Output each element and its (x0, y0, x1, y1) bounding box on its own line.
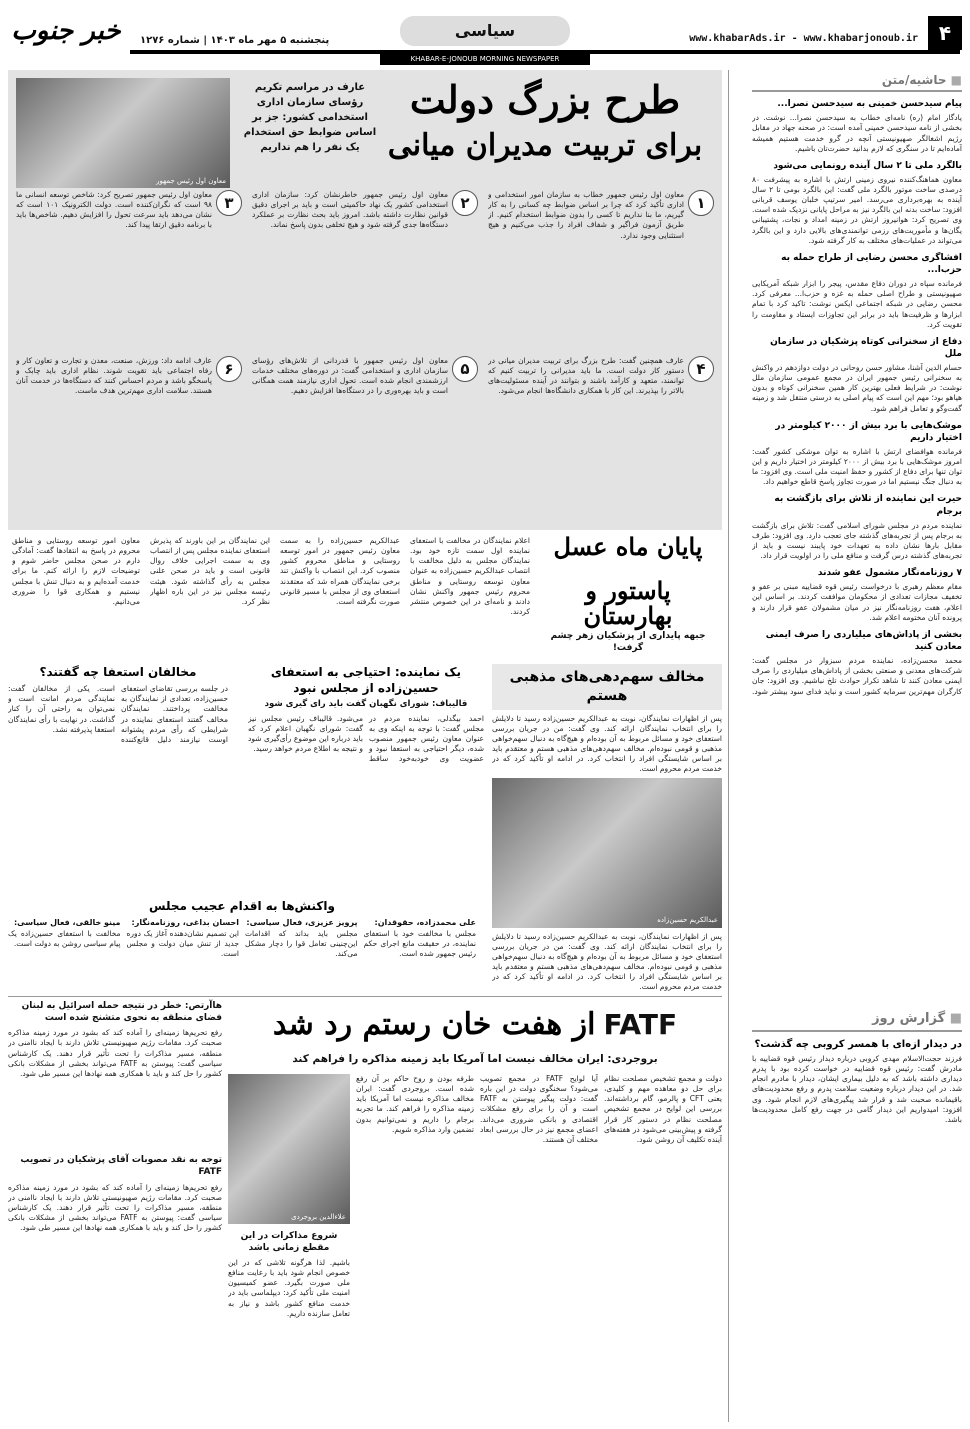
reaction-text: مخالفت با استعفای حسین‌زاده یک پیام سیاسی روشن به دولت است. (8, 928, 121, 949)
opposed-body-bottom: پس از اظهارات نمایندگان، نوبت به عبدالکریم حسین‌زاده رسید تا دلایلش را برای انتخاب نمایندگان ارائه کند. وی گفت: من در جریان بررسی استعفای خود و مسائل مربوط به آن بوده‌ام و هیچ‌گاه به دنبال سهم‌خواهی مذهبی و قومی نبوده‌ام. مخالف سهم‌دهی‌های مذهبی هستم و معتقدم باید بر اساس شایستگی افراد را انتخاب کرد. در ادامه او تأکید کرد که در خدمت مردم محروم است. (492, 931, 722, 992)
lead-point-text: عارف همچنین گفت: طرح بزرگ برای تربیت مدیران میانی در دستور کار دولت است. ما باید مدیرانی را تربیت کنیم که توانمند، متعهد و کارآمد باشند و بتوانند در آینده مسئولیت‌های بالاتر را بپذیرند. این کار با همکاری دانشگاه‌ها انجام می‌شود. (488, 356, 684, 396)
mid-separator (8, 996, 722, 997)
pasteur-col-1: اعلام نمایندگان در مخالفت با استعفای نماینده اول سمت تازه خود بود. نمایندگان مجلس به دلیل مخالفت با انتصاب عبدالکریم حسین‌زاده به عنوان معاون توسعه روستایی و مناطق محروم رئیس جمهور واکنش نشان دادند و نامه‌ای در این خصوص منتشر کردند. (410, 536, 530, 616)
sidebar-news-headline: افشاگری محسن رضایی از طراح حمله به حزب‌ا... (781, 252, 962, 275)
pasteur-col-3: این نمایندگان بر این باورند که پذیرش استعفای نماینده مجلس پس از انتصاب وی به سمت اجرایی خلاف روال قانونی است و باید در صحن علنی مجلس به رأی گذاشته شود. هیئت رئیسه مجلس نیز در این باره اظهار نظر کرد. (150, 536, 270, 606)
sidebar-news-body: فرمانده سپاه در دوران دفاع مقدس، پیجر را ابزار شبکه آمریکایی صهیونیستی و طراح اصلی حمله به غزه و حزب‌ا... معرفی کرد. محسن رضایی در شبکه اجتماعی ایکس نوشت: تاکید کرد با تمام ابزارها و ظرفیت‌ها باید در برابر این تجاوزات ایستاد و مقاومت را تقویت کرد. (752, 279, 962, 329)
sidebar-news-headline: ۷ روزنامه‌نگار مشمول عفو شدند (817, 568, 962, 579)
sidebar-news-body: نماینده مردم در مجلس شورای اسلامی گفت: تلاش برای بازگشت به برجام پس از تجربه‌های گذشته جای تعجب دارد. وی افزود: طرف مقابل بارها نشان داده به تعهدات خود پایبند نیست و باید از تجربه‌های گذشته درس گرفت و منافع ملی را در اولویت قرار داد. (752, 520, 962, 561)
sidebar-news-body: فرمانده هوافضای ارتش با اشاره به توان موشکی کشور گفت: امروز موشک‌هایی با برد بیش از ۲۰۰۰ کیلومتر در اختیار داریم و این توان تنها برای دفاع از کشور و حفظ امنیت ملی است. وی افزود: ما به دنبال جنگ نیستیم اما در صورت تجاوز پاسخ قاطع خواهیم داد. (752, 446, 962, 487)
sidebar-title: ■ حاشیه/متن (752, 72, 962, 92)
report-title: ■ گزارش روز (752, 1010, 962, 1032)
lead-point (16, 190, 242, 350)
fatf-sub-headline: توجه به نقد مصوبات آقای پزشکیان در تصویب FATF (20, 1155, 222, 1178)
opposed-story (492, 664, 722, 994)
sidebar-news-item (752, 98, 962, 154)
sidebar-news-headline: حیرت این نماینده از تلاش برای بازگشت به برجام (774, 494, 962, 517)
who-opposed-story (8, 664, 228, 894)
page-number: ۴ (928, 16, 962, 50)
fatf-col-4: باشیم. لذا هرگونه تلاشی که در این خصوص انجام شود باید با رعایت منافع ملی صورت بگیرد. عضو کمیسیون امنیت ملی تأکید کرد: دیپلماسی باید در خدمت منافع کشور باشد و نیاز به تعامل سازنده داریم. (228, 1258, 350, 1318)
lead-point-text: عارف ادامه داد: ورزش، صنعت، معدن و تجارت و تعاون کار و رفاه اجتماعی باید تقویت شوند. نظام اداری باید چابک و پاسخگو باشد و مردم احساس کنند که دستگاه‌ها در خدمت آنان هستند. سلامت اداری مهم‌ترین هدف ماست. (16, 356, 212, 396)
israel-headline: هاآرتص: خطر در نتیجه حمله اسرائیل به لبنان فضای منطقه به نحوی متشنج شده است (21, 1001, 222, 1024)
report-headline: در دیدار ازه‌ای با همسر کروبی چه گذشت؟ (754, 1038, 962, 1050)
fatf-col-3: طرفه بودن و روح حاکم بر آن رفع شده است. بروجردی گفت: ایران مخالف مذاکره نیست اما آمریکا باید زمینه مذاکره را فراهم کند. ما تجربه برجام را داریم و نمی‌توانیم بدون تضمین وارد مذاکره شویم. (356, 1074, 474, 1134)
fatf-photo (228, 1074, 350, 1224)
sidebar-news-item (752, 420, 962, 488)
sidebar-news-item (752, 567, 962, 623)
lead-photo (16, 78, 230, 188)
website-urls: www.khabarAds.ir - www.khabarjonoub.ir (689, 33, 918, 44)
israel-body: رفع تحریم‌ها زمینه‌ای را آماده کند که بشود در مورد زمینه مذاکره صحبت کرد. مقامات رژیم صهیونیستی تلاش دارند با ایجاد ناامنی در منطقه، مسیر مذاکرات را تحت تأثیر قرار دهند. یک کارشناس سیاسی گفت: پیوستن به FATF می‌تواند بخشی از مشکلات بانکی کشور را حل کند و باید با همکاری همه نهادها این مسیر طی شود. (8, 1028, 222, 1078)
lead-point-number: ۴ (688, 356, 714, 382)
fatf-subhead: بروجردی: ایران مخالف نیست اما آمریکا باید زمینه مذاکره را فراهم کند (292, 1053, 658, 1065)
fatf-photo-caption: علاءالدین بروجردی (291, 1212, 346, 1221)
lead-point-text: معاون اول رئیس جمهور تصریح کرد: شاخص توسعه انسانی ما ۹۸ است که نگران‌کننده است. دولت الکترونیک ۱۰۱ است که نشان می‌دهد باید سرعت تحول را افزایش دهیم. شاخص‌ها باید با برنامه دقیق ارتقا پیدا کند. (16, 190, 212, 230)
reaction-item (8, 918, 121, 959)
needless-headline: یک نماینده: احتیاجی به استعفای حسین‌زاده از مجلس نبود (270, 665, 462, 696)
sidebar-news-body: حسام الدین آشنا، مشاور حسن روحانی در دولت دوازدهم در واکنش به سخنرانی رئیس جمهور ایران در مجمع عمومی سازمان ملل نوشت: در شرایط فعلی بهترین کار همین سخنرانی کوتاه و بدون هیاهو بود؛ مهم این است که پیام اصلی به درستی منتقل شد و زمینه گفت‌وگو و تعامل فراهم شود. (752, 363, 962, 413)
section-title: سیاسی (400, 16, 570, 46)
fatf-tag: FATF (603, 1008, 678, 1042)
fatf-sub-body: رفع تحریم‌ها زمینه‌ای را آماده کند که بشود در مورد زمینه مذاکره صحبت کرد. مقامات رژیم صهیونیستی تلاش دارند با ایجاد ناامنی در منطقه، مسیر مذاکرات را تحت تأثیر قرار دهند. یک کارشناس سیاسی گفت: پیوستن به FATF می‌تواند بخشی از مشکلات بانکی کشور را حل کند و باید با همکاری همه نهادها این مسیر طی شود. (8, 1182, 222, 1233)
reactions-headline: واکنش‌ها به اقدام عجیب مجلس (149, 899, 335, 913)
lead-point-text: معاون اول رئیس جمهور خاطرنشان کرد: سازمان اداری استخدامی کشور یک نهاد حاکمیتی است و باید بر اجرای دقیق قوانین نظارت داشته باشد. امروز باید بحث نظارت بر عملکرد دستگاه‌ها جدی گرفته شود و هیچ تخلفی بدون پاسخ نماند. (252, 190, 448, 230)
sidebar-news-headline: موشک‌هایی با برد بیش از ۲۰۰۰ کیلومتر در اختیار داریم (775, 420, 962, 443)
pasteur-headline-2: پاستور و بهارستان (583, 576, 673, 631)
fatf-headline: از هفت خان رستم رد شد (272, 1007, 596, 1043)
sidebar (752, 72, 962, 1002)
reaction-text: این تصمیم نشان‌دهنده آغاز یک دوره جدید از تنش میان دولت و مجلس است. (126, 928, 239, 959)
report-body: فرزند حجت‌الاسلام مهدی کروبی درباره دیدار رئیس قوه قضاییه با مادرش گفت: رئیس قوه قضاییه در خواست کرده بود با پدرم دیداری داشته باشد که به دلیل بیماری ایشان، دیدار با مادرم انجام شد. در این دیدار درباره وضعیت سلامت پدرم و رفع محدودیت‌های باقیمانده صحبت شد و قرار شد پیگیری‌های لازم انجام شود. وی افزود: امیدواریم این دیدار گامی در جهت رفع کامل محدودیت‌ها باشد. (752, 1054, 962, 1124)
needless-subhead: قالیباف: شورای نگهبان گفت باید رای گیری شود (264, 699, 468, 710)
pasteur-story (8, 534, 722, 660)
fatf-story (228, 1000, 722, 1420)
lead-point (252, 190, 478, 350)
opposed-photo (492, 778, 722, 928)
opposed-headline: مخالف سهم‌دهی‌های مذهبی هستم (492, 664, 722, 710)
sidebar-items (752, 98, 962, 696)
fatf-quote: شروع مذاکرات در این مقطع زمانی باشد (240, 1231, 338, 1254)
reactions-items (8, 918, 476, 959)
sidebar-news-body: یادگار امام (ره) نامه‌ای خطاب به سیدحسن نصرا... نوشت. در بخشی از نامه سیدحسن خمینی آمده است: در صحنه جهاد در مقابل رژیم اشغالگر صهیونیستی آنچه در گرو خدمت هستیم همیشه آماده‌ایم تا در سنگری که لازم بدانید حضرت‌تان باشیم. (752, 113, 962, 153)
reaction-text: مجلس باید بداند که اقدامات این‌چنینی تعامل قوا را دچار مشکل می‌کند. (245, 928, 358, 959)
opposed-photo-caption: عبدالکریم حسین‌زاده (657, 916, 718, 925)
logo-text: خبر جنوب (11, 16, 121, 46)
page-header (0, 0, 970, 70)
lead-point (488, 190, 714, 350)
sidebar-news-body: محمد محسن‌زاده، نماینده مردم سبزوار در مجلس گفت: شرکت‌های معدنی و صنعتی بخشی از پاداش‌های میلیاردی را صرف ایمنی معادن کنند تا شاهد تکرار حوادث تلخ نباشیم. وی افزود: جان کارگران مهم‌ترین سرمایه کشور است و نباید فدای سود بیشتر شود. (752, 656, 962, 696)
sidebar-news-headline: پیام سیدحسن خمینی به سیدحسن نصرا... (777, 99, 962, 110)
lead-headline-1: طرح بزرگ دولت (409, 77, 681, 122)
sidebar-news-item (752, 629, 962, 697)
sidebar-news-headline: دفاع از سخنرانی کوتاه پزشکیان در سازمان ملل (770, 336, 962, 359)
lead-point-text: معاون اول رئیس جمهور با قدردانی از تلاش‌های رؤسای سازمان اداری و استخدامی گفت: در دوره‌های مختلف خدمات ارزشمندی انجام شده است. تحول اداری نیازمند همت همگانی است و باید بهره‌وری را در دستگاه‌ها افزایش دهیم. (252, 356, 448, 396)
lead-quote: عارف در مراسم تکریم رؤسای سازمان اداری استخدامی کشور: جز بر اساس ضوابط حق استخدام یک نفر را هم نداریم (243, 82, 377, 153)
reactions-box (8, 898, 476, 994)
opposed-body-top: پس از اظهارات نمایندگان، نوبت به عبدالکریم حسین‌زاده رسید تا دلایلش را برای انتخاب نمایندگان ارائه کند. وی گفت: من در جریان بررسی استعفای خود و مسائل مربوط به آن بوده‌ام و هیچ‌گاه به دنبال سهم‌خواهی مذهبی و قومی نبوده‌ام. مخالف سهم‌دهی‌های مذهبی هستم و معتقدم باید بر اساس شایستگی افراد را انتخاب کرد. در ادامه او تأکید کرد که در خدمت مردم محروم است. (492, 713, 722, 774)
reaction-item (127, 918, 240, 959)
needless-body: احمد بیگدلی، نماینده مردم در مجلس گفت: با توجه به اینکه وی به عنوان معاون رئیس جمهور منصوب شده، دیگر احتیاجی به استعفا نبود و عضویت وی خودبه‌خود ساقط می‌شود. قالیباف رئیس مجلس نیز گفت: شورای نگهبان اعلام کرد که باید درباره این موضوع رأی‌گیری شود و نتیجه به اطلاع مردم خواهد رسید. (248, 713, 484, 764)
sidebar-news-item (752, 493, 962, 561)
sidebar-news-body: مقام معظم رهبری با درخواست رئیس قوه قضاییه مبنی بر عفو و تخفیف مجازات تعدادی از محکومان موافقت کردند. بر اساس این اعلام، هفت روزنامه‌نگار نیز در میان مشمولان عفو قرار دارند و پرونده آنان مختومه اعلام شد. (752, 582, 962, 622)
lead-point-number: ۳ (216, 190, 242, 216)
sidebar-news-item (752, 252, 962, 330)
reaction-text: مجلس با مخالفت خود با استعفای نماینده، در حقیقت مانع اجرای حکم رئیس جمهور شده است. (363, 928, 476, 959)
sidebar-news-body: معاون هماهنگ‌کننده نیروی زمینی ارتش با اشاره به پیشرفت ۸۰ درصدی ساخت موتور بالگرد ملی گفت: این بالگرد بومی تا ۲ سال آینده به بهره‌برداری می‌رسد. امیر سرتیپ خلبان یوسف قربانی افزود: ساخت بدنه این بالگرد نیز به مراحل پایانی نزدیک شده است. وی تصریح کرد: هوانیروز ارتش در زمینه امداد و نجات، پشتیبانی یگان‌ها و مأموریت‌های رزمی توانمندی‌های بالایی دارد و این بالگرد می‌تواند در عملیات‌های مختلف به کار گرفته شود. (752, 174, 962, 245)
paper-logo (6, 8, 126, 54)
lead-point-text: معاون اول رئیس جمهور خطاب به سازمان امور استخدامی و اداری تأکید کرد که چرا بر اساس ضوابط چه کسانی را به کار گیریم، ما بنا نداریم تا کسی را بدون ضوابط استخدام کنیم. از طریق آزمون فراگیر و شفاف افراد را جذب می‌کنیم و هیچ استثنایی وجود ندارد. (488, 190, 684, 240)
issue-date: پنجشنبه ۵ مهر ماه ۱۴۰۳ | شماره ۱۲۷۶ (140, 35, 330, 46)
lead-point (16, 356, 242, 516)
sidebar-square-icon: ■ (950, 73, 962, 87)
reaction-name: علی محمدزاده، حقوقدان: (374, 918, 476, 928)
reaction-item (364, 918, 477, 959)
needless-story (248, 664, 484, 894)
lead-point (488, 356, 714, 516)
pasteur-col-2: عبدالکریم حسین‌زاده را به سمت معاون رئیس جمهور در امور توسعه روستایی و مناطق محروم کشور منصوب کرد. این انتصاب با واکنش تند برخی نمایندگان همراه شد که معتقدند استعفای وی از مجلس با مسیر قانونی صورت نگرفته است. (280, 536, 400, 606)
fatf-col-1: دولت و مجمع تشخیص مصلحت نظام برای حل دو معاهده مهم و کلیدی، یعنی CFT و پالرمو، گام برداشته‌اند. بررسی این لوایح در مجمع تشخیص مصلحت نظام در دستور کار قرار گرفته و پیش‌بینی می‌شود در هفته‌های آینده تکلیف آن روشن شود. (604, 1074, 722, 1144)
sidebar-report (752, 1010, 962, 1422)
fatf-col-2: آیا لوایح FATF در مجمع تصویب می‌شود؟ سخنگوی دولت در این باره گفت: دولت پیگیر پیوستن به FATF است و آن را برای رفع مشکلات اقتصادی و بانکی ضروری می‌داند. اعضای مجمع نیز در حال بررسی ابعاد مختلف آن هستند. (480, 1074, 598, 1144)
who-body: در جلسه بررسی تقاضای استعفای حسین‌زاده، تعدادی از نمایندگان به مخالفت پرداختند. نمایندگان مخالف گفتند استعفای نماینده در شرایطی که رأی مردم پشتوانه اوست نیازمند دلیل قانع‌کننده است. یکی از مخالفان گفت: نمایندگی مردم امانت است و نمی‌توان به راحتی آن را کنار گذاشت. در نهایت با رأی نمایندگان استعفا پذیرفته نشد. (8, 684, 228, 744)
report-square-icon: ■ (949, 1011, 962, 1026)
lead-point (252, 356, 478, 516)
pasteur-headline-1: پایان ماه عسل (553, 532, 703, 561)
fatf-headline-row (228, 1000, 722, 1050)
who-headline: مخالفان استعفا چه گفتند؟ (39, 665, 197, 679)
lead-point-number: ۵ (452, 356, 478, 382)
sidebar-separator (728, 70, 729, 1422)
lead-point-number: ۲ (452, 190, 478, 216)
sidebar-news-headline: بالگرد ملی تا ۲ سال آینده رونمایی می‌شود (773, 160, 962, 171)
reaction-item (245, 918, 358, 959)
sidebar-news-headline: بخشی از پاداش‌های میلیاردی را صرف ایمنی معادن کنید (765, 629, 962, 652)
lead-point-number: ۱ (688, 190, 714, 216)
lead-photo-caption: معاون اول رئیس جمهور (156, 176, 226, 185)
reaction-name: پرویز عزیزی، فعال سیاسی: (246, 918, 358, 928)
sidebar-news-item (752, 336, 962, 414)
pasteur-subhead: جبهه پایداری از پزشکیان زهر چشم گرفت! (550, 631, 706, 654)
pasteur-col-4: معاون امور توسعه روستایی و مناطق محروم در پاسخ به انتقادها گفت: آمادگی دارم در صحن مجلس حاضر شوم و توضیحات لازم را ارائه کنم. ما برای خدمت آمده‌ایم و به دنبال تنش با مجلس نیستیم و همکاری قوا را ضروری می‌دانیم. (12, 536, 140, 606)
sidebar-news-item (752, 160, 962, 246)
paper-english-name: KHABAR-E-JONOUB MORNING NEWSPAPER (380, 54, 590, 65)
reaction-name: احسان بداغی، روزنامه‌نگار: (131, 918, 239, 928)
lead-point-number: ۶ (216, 356, 242, 382)
lead-headline-2: برای تربیت مدیران میانی (387, 128, 703, 163)
reaction-name: مینو خالقی، فعال سیاسی: (13, 918, 121, 928)
lead-story (8, 70, 722, 530)
israel-story (8, 1000, 222, 1420)
